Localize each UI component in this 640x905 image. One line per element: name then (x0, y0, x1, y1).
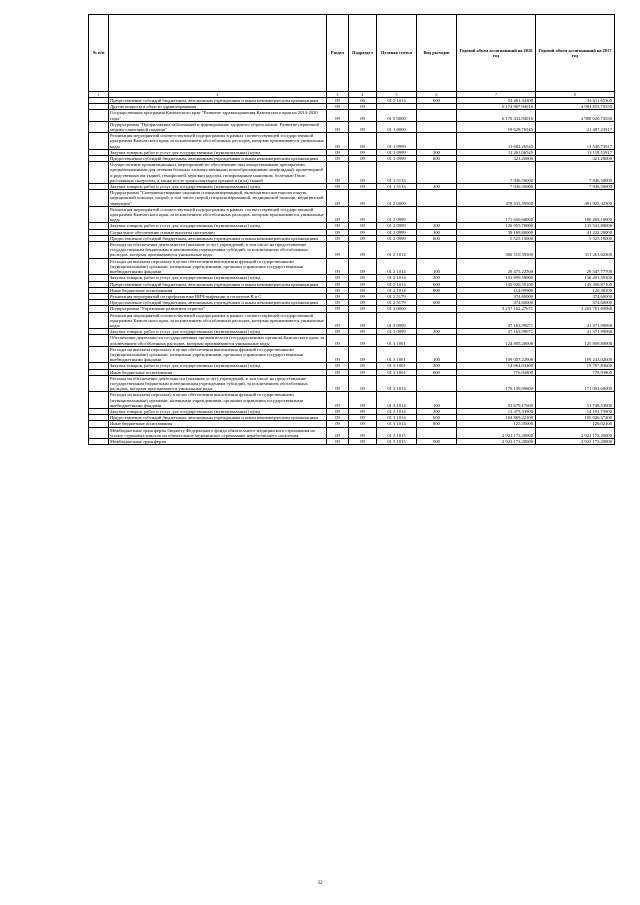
row-2017: 7 946,50000 (536, 162, 615, 184)
row-exptype (417, 335, 457, 346)
header-num: № п/п (89, 15, 109, 92)
row-subsection: 09 (349, 104, 377, 110)
row-subsection: 09 (349, 363, 377, 369)
budget-table-sheet (88, 14, 614, 445)
row-exptype (417, 375, 457, 392)
row-section: 09 (327, 392, 349, 409)
table-row (89, 162, 615, 184)
row-2017: 491 925,32300 (536, 190, 615, 207)
row-2017: 13 540,73917 (536, 133, 615, 150)
row-name: Межбюджетные трансферты бюджету Федерального фонда обязательного медицинского страхования на уплату страховых взносов на обязательное медицинское страхование неработающего населения (109, 427, 327, 438)
row-2016: 51 679,17600 (457, 392, 536, 409)
row-exptype: 800 (417, 369, 457, 375)
row-2017: 5 525,10000 (536, 235, 615, 241)
row-section: 09 (327, 190, 349, 207)
row-name: Обеспечение деятельности государственных органов власти (государственных органов) Камчатского края, за исключением обособленных расходов, которым присваиваются уникальные коды (109, 335, 327, 346)
row-section: 09 (327, 415, 349, 421)
row-exptype: 600 (417, 281, 457, 287)
row-2016: 54 461,34300 (457, 98, 536, 104)
row-exptype: 200 (417, 329, 457, 335)
row-name: Закупка товаров, работ и услуг для государственных (муниципальных) нужд (109, 408, 327, 414)
row-subsection: 09 (349, 162, 377, 184)
row-section: 09 (327, 329, 349, 335)
row-2017: 54 611,65300 (536, 98, 615, 104)
row-subsection: 09 (349, 156, 377, 162)
row-name: Подпрограмма "Совершенствование оказания специализированной, включая высокотехнологичную, медицинской помощи, скорой, в том числе скорой специализированной, медицинской помощи, медицинской эвакуации" (109, 190, 327, 207)
row-2016: 39 169,80000 (457, 229, 536, 235)
header-2017: Годовой объем ассигнований на 2017 год (536, 15, 615, 92)
row-2016: 11 682,26545 (457, 133, 536, 150)
row-name: Иные бюджетные ассигнования (109, 369, 327, 375)
row-subsection: 09 (349, 229, 377, 235)
row-subsection: 09 (349, 427, 377, 438)
row-subsection: 09 (349, 121, 377, 132)
row-target: 01 2 0999 (377, 235, 417, 241)
row-section: 09 (327, 258, 349, 275)
row-exptype (417, 162, 457, 184)
row-subsection: 09 (349, 235, 377, 241)
table-row (89, 438, 615, 444)
table-row (89, 242, 615, 259)
row-exptype: 800 (417, 287, 457, 293)
row-2016: 2 921 173,20000 (457, 427, 536, 438)
row-subsection: 09 (349, 190, 377, 207)
row-section: 09 (327, 121, 349, 132)
row-subsection: 09 (349, 133, 377, 150)
row-2016: 7 946,50000 (457, 162, 536, 184)
row-2017: 7 946,50000 (536, 184, 615, 190)
row-2017: 109 243,02600 (536, 346, 615, 363)
row-2017: 4 984 855,73550 (536, 104, 615, 110)
row-subsection: 09 (349, 300, 377, 306)
row-exptype (417, 242, 457, 259)
row-section: 09 (327, 293, 349, 299)
row-2017: 180 269,10000 (536, 206, 615, 223)
row-2016: 421,20000 (457, 156, 536, 162)
row-target: 01 2 1014 (377, 242, 417, 259)
row-name: Закупка товаров, работ и услуг для государственных (муниципальных) нужд (109, 223, 327, 229)
row-2016: 2 921 173,20000 (457, 438, 536, 444)
row-target: 01 3 1014 (377, 408, 417, 414)
table-row (89, 375, 615, 392)
row-index (89, 162, 109, 184)
row-target: 01 0 0000 (377, 110, 417, 121)
row-subsection: 09 (349, 329, 377, 335)
row-name: Предоставление субсидий бюджетным, автономным учреждениям и иным некоммерческим организациям (109, 415, 327, 421)
row-section: 09 (327, 408, 349, 414)
row-index (89, 392, 109, 409)
row-subsection: 09 (349, 258, 377, 275)
row-target: 01 1 0999 (377, 149, 417, 155)
row-exptype: 200 (417, 184, 457, 190)
row-section: 09 (327, 156, 349, 162)
row-subsection: 09 (349, 281, 377, 287)
row-2016: 776,93800 (457, 369, 536, 375)
header-2016: Годовой объем ассигнований на 2016 год (457, 15, 536, 92)
table-body (89, 92, 615, 445)
table-row (89, 258, 615, 275)
row-name: Расходы на выплаты персоналу в целях обеспечения выполнения функций государственными (муниципальными) органами, казенными учреждениями, органами управления государственными внебюджетными фондами (109, 258, 327, 275)
row-exptype: 100 (417, 346, 457, 363)
row-index (89, 110, 109, 121)
row-target: 01 3 1014 (377, 415, 417, 421)
row-exptype: 600 (417, 98, 457, 104)
row-target: 01 2 0999 (377, 223, 417, 229)
row-section: 09 (327, 206, 349, 223)
row-name: Расходы на обеспечение деятельности (оказание услуг) учреждений, в том числе на предоставление государственным бюджетным и автономным учреждениям субсидий, за исключением обособленных расходов, которым присваиваются уникальные коды (109, 242, 327, 259)
row-section: 09 (327, 235, 349, 241)
row-2016: 170 149,09600 (457, 375, 536, 392)
row-target: 01 1 0999 (377, 133, 417, 150)
row-exptype (417, 206, 457, 223)
row-exptype (417, 133, 457, 150)
row-index (89, 133, 109, 150)
column-number: 3 (327, 92, 349, 98)
row-exptype (417, 121, 457, 132)
row-2017: 133 541,80000 (536, 223, 615, 229)
column-number: 2 (109, 92, 327, 98)
row-subsection: 09 (349, 223, 377, 229)
row-2016: 13 475,33900 (457, 408, 536, 414)
row-name: Предоставление субсидий бюджетным, автономным учреждениям и иным некоммерческим организациям (109, 235, 327, 241)
row-section: 09 (327, 98, 349, 104)
row-exptype: 600 (417, 300, 457, 306)
row-name: Предоставление субсидий бюджетным, автономным учреждениям и иным некоммерческим организациям (109, 300, 327, 306)
row-2016: 125,35000 (457, 421, 536, 427)
page-number: 32 (317, 881, 323, 886)
table-row (89, 133, 615, 150)
row-name: Осуществление организационных мероприятий по обеспечению лиц лекарственными препаратами, предназначенными для лечения больных злокачественными новообразованиями лимфоидной, кроветворной и родственных им тканей, гемофилией, муковисцидозом, гипофизарным нанизмом, болезнью Гоше, рассеянным склерозом, а также после трансплантации органов и (или) тканей (109, 162, 327, 184)
row-exptype (417, 110, 457, 121)
row-exptype: 100 (417, 258, 457, 275)
column-number: 4 (349, 92, 377, 98)
row-2016: 374,60000 (457, 300, 536, 306)
row-section: 09 (327, 162, 349, 184)
row-section: 09 (327, 223, 349, 229)
row-target: 01 3 1001 (377, 335, 417, 346)
row-exptype: 200 (417, 149, 457, 155)
row-target: 01 3 1014 (377, 392, 417, 409)
row-2017: 3 263 781,69068 (536, 306, 615, 312)
row-section: 09 (327, 438, 349, 444)
row-subsection: 09 (349, 369, 377, 375)
row-index (89, 427, 109, 438)
row-subsection: 09 (349, 275, 377, 281)
row-2017: 41 371,99068 (536, 312, 615, 329)
row-name: Реализация мероприятий соответствующей подпрограммы в рамках соответствующей государственной программы Камчатского края, за исключением обособленных расходов, которым присваиваются уникальные коды (109, 133, 327, 150)
column-number: 7 (457, 92, 536, 98)
table-row (89, 427, 615, 438)
row-subsection: 09 (349, 438, 377, 444)
row-index (89, 346, 109, 363)
row-2017: 125 809,80000 (536, 335, 615, 346)
row-2017: 2 921 173,20000 (536, 427, 615, 438)
row-subsection: 09 (349, 184, 377, 190)
row-target: 01 2 1014 (377, 98, 417, 104)
row-target: 01 3 1001 (377, 363, 417, 369)
row-2016: 11 261,06545 (457, 149, 536, 155)
row-2016: 126 955,70000 (457, 223, 536, 229)
row-2016: 3 257 162,27671 (457, 306, 536, 312)
header-subsection: Подраздел (349, 15, 377, 92)
row-target: 01 3 1014 (377, 421, 417, 427)
row-section: 09 (327, 242, 349, 259)
row-name: Другие вопросы в области здравоохранения (109, 104, 327, 110)
row-section: 09 (327, 427, 349, 438)
row-section: 09 (327, 312, 349, 329)
row-section: 09 (327, 110, 349, 121)
row-subsection: 09 (349, 206, 377, 223)
row-2016: 124 805,20000 (457, 335, 536, 346)
row-subsection: 09 (349, 335, 377, 346)
row-2017: 311 261,62300 (536, 242, 615, 259)
row-target: 01 2 5179 (377, 300, 417, 306)
row-subsection: 09 (349, 306, 377, 312)
row-2016: 131 899,58000 (457, 275, 536, 281)
row-name: Закупка товаров, работ и услуг для государственных (муниципальных) нужд (109, 184, 327, 190)
row-index (89, 242, 109, 259)
row-2016: 14 964,03300 (457, 363, 536, 369)
row-exptype: 800 (417, 421, 457, 427)
row-target: 01 3 0999 (377, 312, 417, 329)
row-section: 09 (327, 104, 349, 110)
row-target: 01 3 1001 (377, 346, 417, 363)
row-2017: 136 201,59300 (536, 275, 615, 281)
column-number: 1 (89, 92, 109, 98)
row-target: 01 3 0000 (377, 306, 417, 312)
row-exptype (417, 312, 457, 329)
row-name: Социальное обеспечение и иные выплаты населению (109, 229, 327, 235)
row-2016: 171 650,60000 (457, 206, 536, 223)
row-2017: 145 390,87100 (536, 281, 615, 287)
row-name: Расходы на выплаты персоналу в целях обеспечения выполнения функций государственными (муниципальными) органами, казенными учреждениями, органами управления государственными внебюджетными фондами (109, 392, 327, 409)
header-target: Целевая статья (377, 15, 417, 92)
row-target: 01 2 1014 (377, 258, 417, 275)
row-name: Межбюджетные трансферты (109, 438, 327, 444)
row-name: Иные бюджетные ассигнования (109, 421, 327, 427)
row-subsection: 09 (349, 375, 377, 392)
row-name: Подпрограмма "Профилактика заболеваний и формирование здорового образа жизни. Развитие первичной медико-санитарной помощи" (109, 121, 327, 132)
row-section: 09 (327, 275, 349, 281)
row-exptype: 600 (417, 235, 457, 241)
row-target: 01 2 5179 (377, 293, 417, 299)
row-2017: 2 921 173,20000 (536, 438, 615, 444)
row-section: 09 (327, 335, 349, 346)
column-number: 6 (417, 92, 457, 98)
row-name: Закупка товаров, работ и услуг для государственных (муниципальных) нужд (109, 275, 327, 281)
row-section: 09 (327, 184, 349, 190)
header-section: Раздел (327, 15, 349, 92)
row-target: 01 1 5133 (377, 184, 417, 190)
column-number: 8 (536, 92, 615, 98)
row-2016: 6 170 432,94016 (457, 110, 536, 121)
table-row (89, 190, 615, 207)
row-target: 01 3 0999 (377, 329, 417, 335)
row-exptype: 600 (417, 415, 457, 421)
row-exptype: 200 (417, 363, 457, 369)
row-target: 01 1 0000 (377, 121, 417, 132)
row-subsection: 09 (349, 415, 377, 421)
row-2016: 7 946,50000 (457, 184, 536, 190)
table-row (89, 335, 615, 346)
row-section: 09 (327, 281, 349, 287)
row-2016: 104 869,22100 (457, 415, 536, 421)
table-row (89, 206, 615, 223)
table-row (89, 312, 615, 329)
row-2016: 478 535,59500 (457, 190, 536, 207)
row-index (89, 190, 109, 207)
row-2016: 114,99900 (457, 287, 536, 293)
row-2017: 51 748,53800 (536, 392, 615, 409)
row-exptype: 300 (417, 229, 457, 235)
row-section: 09 (327, 300, 349, 306)
row-2016: 6 174 907,94016 (457, 104, 536, 110)
row-target: 01 1 5133 (377, 162, 417, 184)
row-subsection: 09 (349, 293, 377, 299)
row-2017: 14 191,75900 (536, 408, 615, 414)
row-target: 01 3 1015 (377, 438, 417, 444)
row-subsection: 09 (349, 242, 377, 259)
row-name: Предоставление субсидий бюджетным, автономным учреждениям и иным некоммерческим организациям (109, 281, 327, 287)
row-target: 01 2 1014 (377, 287, 417, 293)
row-2017: 105 026,37200 (536, 415, 615, 421)
row-name: Расходы на обеспечение деятельности (оказание услуг) учреждений, в том числе на предоставление государственным бюджетным и автономным учреждениям субсидий, за исключением обособленных расходов, которым присваиваются уникальные коды (109, 375, 327, 392)
row-2017: 41 222,20000 (536, 229, 615, 235)
row-target: 01 1 0999 (377, 156, 417, 162)
table-row (89, 392, 615, 409)
row-name: Иные бюджетные ассигнования (109, 287, 327, 293)
row-section: 09 (327, 133, 349, 150)
row-section: 09 (327, 421, 349, 427)
row-exptype (417, 190, 457, 207)
row-index (89, 121, 109, 132)
row-target: 01 2 0999 (377, 229, 417, 235)
table-row (89, 346, 615, 363)
row-target: 01 3 1001 (377, 369, 417, 375)
row-index (89, 258, 109, 275)
row-exptype: 100 (417, 392, 457, 409)
row-exptype: 200 (417, 408, 457, 414)
row-target: 01 3 1015 (377, 427, 417, 438)
row-2017: 13 119,53917 (536, 149, 615, 155)
row-section: 09 (327, 363, 349, 369)
row-2016: 19 628,76545 (457, 121, 536, 132)
row-target: 01 2 0000 (377, 190, 417, 207)
row-2017: 778,93800 (536, 369, 615, 375)
row-subsection: 09 (349, 421, 377, 427)
row-2017: 120,38200 (536, 287, 615, 293)
row-2017: 126,02100 (536, 421, 615, 427)
row-exptype: 500 (417, 438, 457, 444)
row-section: 09 (327, 229, 349, 235)
row-subsection: 09 (349, 312, 377, 329)
budget-table (88, 14, 615, 445)
column-number: 5 (377, 92, 417, 98)
row-2016: 374,60000 (457, 293, 536, 299)
row-name: Подпрограмма "Управление развитием отрасли" (109, 306, 327, 312)
header-exptype: Вид расходов (417, 15, 457, 92)
row-2016: 306 510,39500 (457, 242, 536, 259)
row-2016: 145 020,59100 (457, 281, 536, 287)
row-subsection: 09 (349, 392, 377, 409)
row-section: 09 (327, 369, 349, 375)
row-target: 01 2 1014 (377, 275, 417, 281)
row-exptype: 600 (417, 156, 457, 162)
row-name: Предоставление субсидий бюджетным, автономным учреждениям и иным некоммерческим организациям (109, 156, 327, 162)
row-2017: 21 487,23917 (536, 121, 615, 132)
row-2017: 374,60000 (536, 293, 615, 299)
row-subsection: 09 (349, 346, 377, 363)
row-name: Реализация мероприятий по профилактике ВИЧ-инфекции и гепатитов В и С (109, 293, 327, 299)
row-target: 01 2 0999 (377, 206, 417, 223)
row-2017: 421,20000 (536, 156, 615, 162)
row-name: Закупка товаров, работ и услуг для государственных (муниципальных) нужд (109, 149, 327, 155)
row-section: 09 (327, 375, 349, 392)
row-2016: 109 057,22900 (457, 346, 536, 363)
row-2017: 171 092,69000 (536, 375, 615, 392)
table-row (89, 110, 615, 121)
row-index (89, 438, 109, 444)
row-index (89, 206, 109, 223)
row-name: Реализация мероприятий соответствующей подпрограммы в рамках соответствующей государственной программы Камчатского края, за исключением обособленных расходов, которым присваиваются уникальные коды (109, 206, 327, 223)
row-2017: 374,60000 (536, 300, 615, 306)
row-name: Государственная программа Камчатского края "Развитие здравоохранения Камчатского края на 2014-2020 годы" (109, 110, 327, 121)
row-section: 09 (327, 306, 349, 312)
row-2016: 5 525,10000 (457, 235, 536, 241)
row-index (89, 335, 109, 346)
row-name: Закупка товаров, работ и услуг для государственных (муниципальных) нужд (109, 363, 327, 369)
row-2017: 29 547,77700 (536, 258, 615, 275)
row-subsection: 09 (349, 149, 377, 155)
row-2017: 15 787,83600 (536, 363, 615, 369)
row-target: 01 2 1014 (377, 281, 417, 287)
header-name (109, 15, 327, 92)
row-section: 09 (327, 149, 349, 155)
row-2016: 37 163,99071 (457, 312, 536, 329)
row-index (89, 312, 109, 329)
table-row (89, 121, 615, 132)
row-subsection: 06 (349, 98, 377, 104)
row-2016: 29 475,22500 (457, 258, 536, 275)
row-name: Реализация мероприятий соответствующей подпрограммы в рамках соответствующей государственной программы Камчатского края, за исключением обособленных расходов, которым присваиваются уникальные коды (109, 312, 327, 329)
row-index (89, 375, 109, 392)
header-row (89, 15, 615, 92)
row-subsection: 09 (349, 408, 377, 414)
row-target: 01 3 1014 (377, 375, 417, 392)
row-exptype: 200 (417, 275, 457, 281)
row-section: 09 (327, 287, 349, 293)
row-exptype (417, 427, 457, 438)
row-name: Расходы на выплаты персоналу в целях обеспечения выполнения функций государственными (муниципальными) органами, казенными учреждениями, органами управления государственными внебюджетными фондами (109, 346, 327, 363)
row-subsection: 09 (349, 110, 377, 121)
row-2017: 41 371,99068 (536, 329, 615, 335)
row-2016: 37 163,99071 (457, 329, 536, 335)
row-section: 09 (327, 346, 349, 363)
row-name: Предоставление субсидий бюджетным, автономным учреждениям и иным некоммерческим организациям (109, 98, 327, 104)
row-exptype: 200 (417, 223, 457, 229)
row-2017: 4 980 020,73550 (536, 110, 615, 121)
row-name: Закупка товаров, работ и услуг для государственных (муниципальных) нужд (109, 329, 327, 335)
row-subsection: 09 (349, 287, 377, 293)
